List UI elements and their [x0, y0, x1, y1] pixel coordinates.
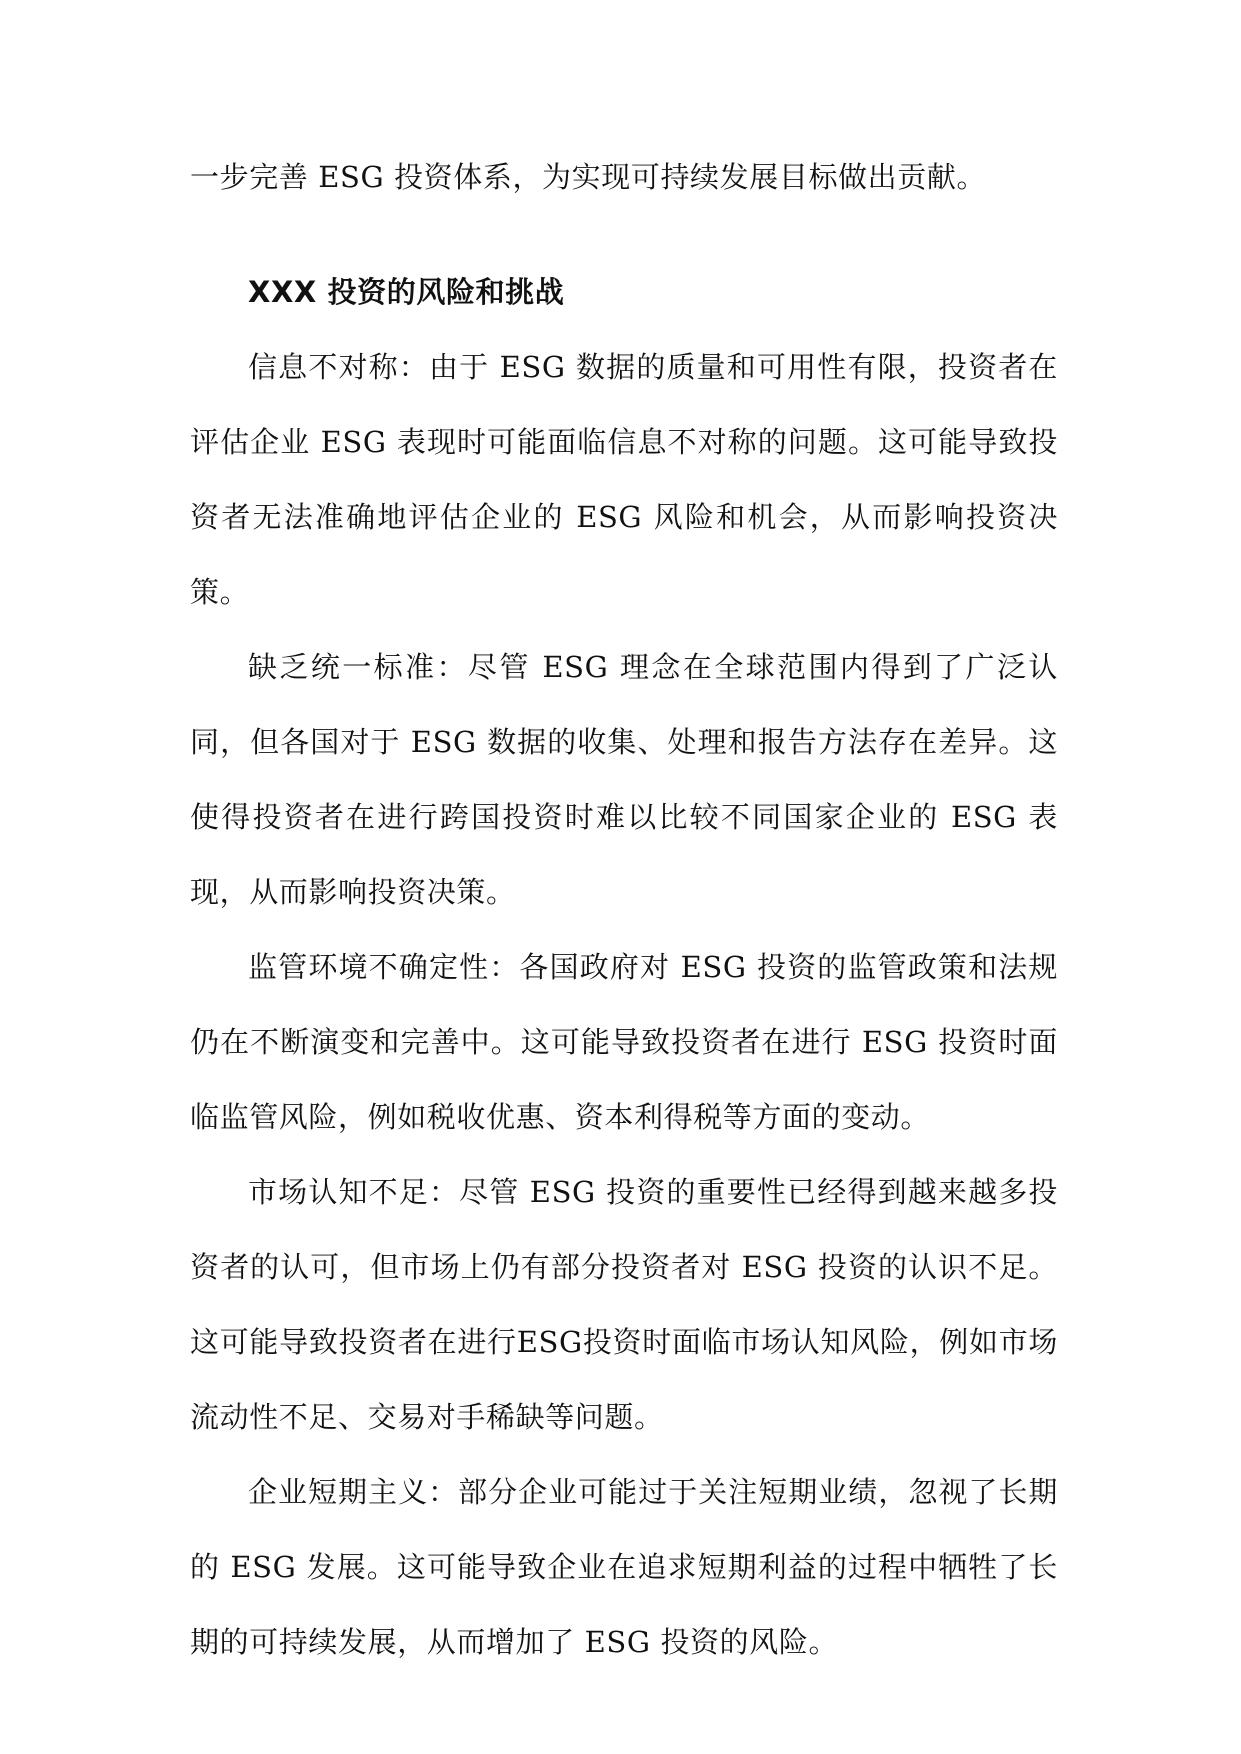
paragraph-market-awareness: 市场认知不足：尽管 ESG 投资的重要性已经得到越来越多投资者的认可，但市场上仍有部分投资者对 ESG 投资的认识不足。这可能导致投资者在进行ESG投资时面临市场认知风险，例如市场流动性不足、交易对手稀缺等问题。: [190, 1175, 1058, 1434]
paragraph-short-termism: 企业短期主义：部分企业可能过于关注短期业绩，忽视了长期的 ESG 发展。这可能导致企业在追求短期利益的过程中牺牲了长期的可持续发展，从而增加了 ESG 投资的风险。: [190, 1475, 1058, 1659]
document-body: [190, 140, 1058, 1680]
continuation-paragraph: 一步完善 ESG 投资体系，为实现可持续发展目标做出贡献。: [190, 160, 987, 194]
paragraph-regulatory-uncertainty: 监管环境不确定性：各国政府对 ESG 投资的监管政策和法规仍在不断演变和完善中。这可能导致投资者在进行 ESG 投资时面临监管风险，例如税收优惠、资本利得税等方面的变动。: [190, 950, 1058, 1134]
paragraph-lack-of-standards: 缺乏统一标准：尽管 ESG 理念在全球范围内得到了广泛认同，但各国对于 ESG 数据的收集、处理和报告方法存在差异。这使得投资者在进行跨国投资时难以比较不同国家企业的 ESG 表现，从而影响投资决策。: [190, 650, 1058, 909]
section-heading: XXX 投资的风险和挑战: [248, 275, 565, 309]
paragraph-information-asymmetry: 信息不对称：由于 ESG 数据的质量和可用性有限，投资者在评估企业 ESG 表现时可能面临信息不对称的问题。这可能导致投资者无法准确地评估企业的 ESG 风险和机会，从而影响投资决策。: [190, 350, 1058, 609]
